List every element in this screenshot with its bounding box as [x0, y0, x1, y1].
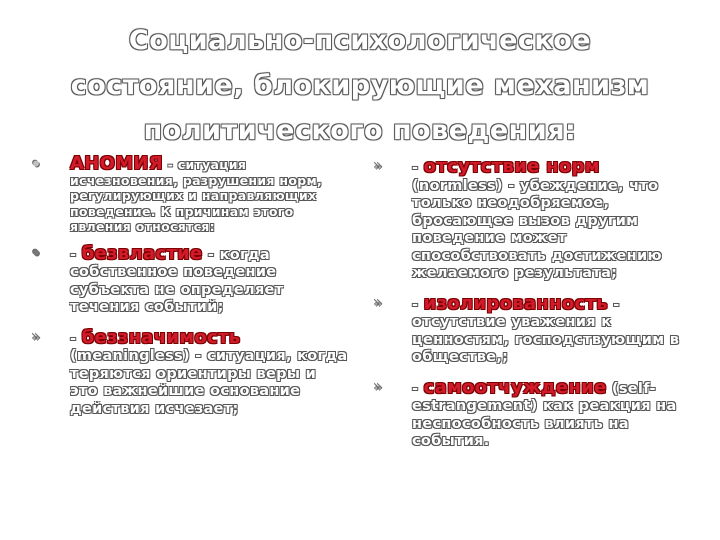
item-prefix: - [70, 246, 82, 263]
list-item-isolation [370, 292, 690, 367]
bullet-icon: » [373, 378, 383, 395]
list-item-powerlessness [28, 240, 348, 317]
meaninglessness-description: (meaningless) - ситуация, когда теряются ориентиры веры и это важнейшие основание действия исчезает; [70, 348, 348, 417]
bullet-icon: • [30, 152, 42, 176]
item-prefix: - [70, 330, 82, 347]
bullet-icon: » [373, 294, 383, 311]
item-prefix: - [412, 296, 424, 313]
term-powerlessness: безвластие [81, 242, 203, 264]
title-line-2: состояние, блокирующие механизм [70, 70, 650, 101]
self-estrangement-description: (self-estrangement) как реакция на неспособность влиять на события. [412, 380, 677, 449]
left-column [28, 152, 348, 418]
bullet-icon: » [373, 158, 383, 174]
bullet-icon: » [31, 328, 41, 345]
isolation-description: - отсутствие уважения к ценностям, господствующим в обществе,; [412, 296, 680, 365]
term-anomie: АНОМИЯ [70, 153, 163, 174]
title-line-3: политического поведения: [143, 115, 577, 146]
slide-title [40, 18, 680, 153]
term-self-estrangement: самоотчуждение [423, 376, 607, 398]
anomie-description: - ситуация исчезновения, разрушения норм, регулирующих и направляющих поведение. К причинам этого явления относятся: [70, 157, 323, 234]
list-item-meaninglessness [28, 326, 348, 419]
item-prefix: - [412, 380, 424, 397]
powerlessness-description: - когда собственное поведение субъекта не определяет течения событий; [70, 246, 284, 315]
list-item-anomie [28, 152, 348, 235]
title-line-1: Социально-психологическое [128, 25, 592, 56]
list-item-self-estrangement [370, 376, 690, 451]
bullet-icon: • [30, 240, 42, 265]
term-isolation: изолированность [423, 292, 608, 314]
term-normlessness: отсутствие норм [423, 156, 600, 177]
term-meaninglessness: беззначимость [81, 326, 241, 348]
list-item-normlessness [370, 158, 690, 283]
normlessness-description: (normless) - убеждение, что только неодобряемое, бросающее вызов другим поведение может способствовать достижению желаемого результата; [412, 177, 662, 281]
item-prefix: - [412, 160, 424, 176]
right-column [370, 158, 690, 451]
